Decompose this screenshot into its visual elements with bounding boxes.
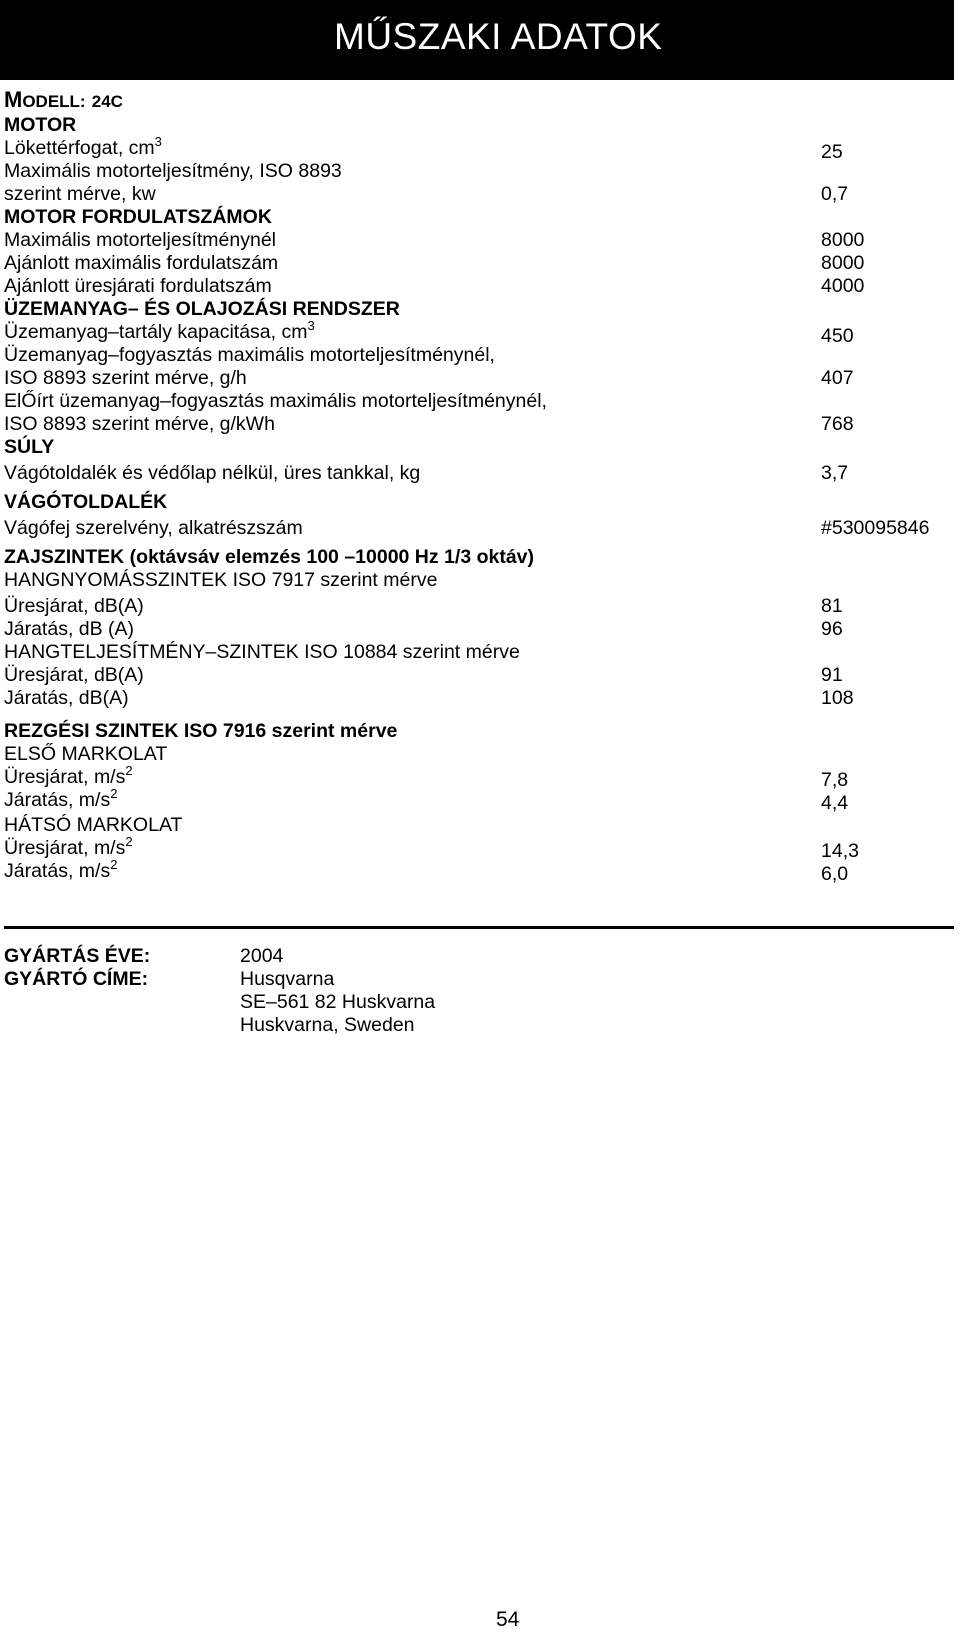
manufacturer-block <box>4 945 954 1037</box>
spec-label: Üzemanyag–fogyasztás maximális motorteljesítménynél, <box>4 344 495 366</box>
spec-value: #530095846 <box>821 517 930 539</box>
header-bar <box>0 0 954 80</box>
spec-row <box>4 514 954 540</box>
section-heading-motor <box>4 114 954 137</box>
section-heading-weight <box>4 436 954 459</box>
section-heading-noise <box>4 546 954 569</box>
section-heading: VÁGÓTOLDALÉK <box>4 491 168 513</box>
spec-row <box>4 390 954 413</box>
spec-label: Járatás, dB (A) <box>4 618 135 640</box>
spec-row <box>4 413 954 436</box>
spec-row <box>4 664 954 687</box>
model-label <box>4 88 123 113</box>
spec-label: szerint mérve, kw <box>4 183 156 205</box>
spec-row <box>4 275 954 298</box>
sub-heading <box>4 569 954 592</box>
spec-row <box>4 618 954 641</box>
section-heading-vibration <box>4 720 954 743</box>
sub-heading <box>4 743 954 766</box>
spec-label: Járatás, dB(A) <box>4 687 129 709</box>
manufacturer-address-label: GYÁRTÓ CÍME: <box>4 968 149 990</box>
spec-label: Üzemanyag–tartály kapacitása, $cm^3$ <box>4 318 315 343</box>
spec-value: 4,4 <box>821 792 849 814</box>
spec-label: Maximális motorteljesítménynél <box>4 229 277 251</box>
spec-label: Járatás, $m/s^2$ <box>4 786 118 811</box>
spec-row <box>4 459 954 485</box>
spec-label: Lökettérfogat, $cm^3$ <box>4 134 162 159</box>
section-heading: ZAJSZINTEK (oktávsáv elemzés 100 –10000 Hz 1/3 oktáv) <box>4 546 535 568</box>
spec-row <box>4 344 954 367</box>
spec-row <box>4 763 954 791</box>
spec-label: Üresjárat, $m/s^2$ <box>4 763 133 788</box>
spec-label: Maximális motorteljesítmény, ISO 8893 <box>4 160 342 182</box>
spec-row <box>4 183 954 206</box>
spec-label: ElŐírt üzemanyag–fogyasztás maximális motorteljesítménynél, <box>4 390 547 412</box>
section-heading-cutting <box>4 491 954 514</box>
model-label-initial: M <box>4 87 23 112</box>
manufacture-year-value: 2004 <box>240 945 284 967</box>
spec-label: Ajánlott maximális fordulatszám <box>4 252 279 274</box>
sub-heading <box>4 641 954 664</box>
manufacturer-address-line: SE–561 82 Huskvarna <box>240 991 436 1013</box>
spec-label: Vágófej szerelvény, alkatrészszám <box>4 517 303 539</box>
spec-value: 8000 <box>821 229 865 251</box>
spec-value: 25 <box>821 141 843 163</box>
sub-heading-label: ELSŐ MARKOLAT <box>4 743 168 765</box>
spec-value: 91 <box>821 664 843 686</box>
spec-value: 3,7 <box>821 462 849 484</box>
section-heading-speeds <box>4 206 954 229</box>
spec-row <box>4 318 954 347</box>
spec-label: Ajánlott üresjárati fordulatszám <box>4 275 272 297</box>
spec-row <box>4 252 954 275</box>
spec-value: 768 <box>821 413 854 435</box>
section-heading: REZGÉSI SZINTEK ISO 7916 szerint mérve <box>4 720 398 742</box>
section-heading-fuel <box>4 298 954 321</box>
spec-row <box>4 592 954 618</box>
section-heading: SÚLY <box>4 436 55 458</box>
spec-value: 0,7 <box>821 183 849 205</box>
section-heading: ÜZEMANYAG– ÉS OLAJOZÁSI RENDSZER <box>4 298 400 320</box>
model-row <box>4 88 954 114</box>
page-title: MŰSZAKI ADATOK <box>334 16 663 57</box>
spec-row <box>4 229 954 252</box>
spec-content <box>4 88 954 883</box>
sub-heading-label: HANGNYOMÁSSZINTEK ISO 7917 szerint mérve <box>4 569 438 591</box>
spec-label: Járatás, $m/s^2$ <box>4 857 118 882</box>
spec-row <box>4 367 954 390</box>
sub-heading-label: HANGTELJESÍTMÉNY–SZINTEK ISO 10884 szerint mérve <box>4 641 520 663</box>
spec-label: Üresjárat, dB(A) <box>4 664 144 686</box>
spec-label: ISO 8893 szerint mérve, g/kWh <box>4 413 275 435</box>
spec-row <box>4 857 954 885</box>
model-value: 24C <box>91 92 123 111</box>
spec-row <box>4 134 954 163</box>
spec-value: 6,0 <box>821 863 849 885</box>
manufacturer-address-line: Huskvarna, Sweden <box>240 1014 415 1036</box>
spec-value: 450 <box>821 325 854 347</box>
sub-heading <box>4 812 954 837</box>
spec-label: ISO 8893 szerint mérve, g/h <box>4 367 247 389</box>
section-heading: MOTOR FORDULATSZÁMOK <box>4 206 272 228</box>
section-divider <box>4 926 954 929</box>
sub-heading-label: HÁTSÓ MARKOLAT <box>4 814 183 836</box>
section-heading: MOTOR <box>4 114 77 136</box>
spec-value: 108 <box>821 687 854 709</box>
manufacture-year-row <box>4 945 954 968</box>
spec-value: 14,3 <box>821 840 859 862</box>
spec-value: 7,8 <box>821 769 849 791</box>
manufacturer-address-row <box>4 1014 954 1037</box>
manufacture-year-label: GYÁRTÁS ÉVE: <box>4 945 151 967</box>
manufacturer-address-row <box>4 968 954 991</box>
spec-value: 4000 <box>821 275 865 297</box>
spec-row <box>4 834 954 862</box>
spec-value: 407 <box>821 367 854 389</box>
model-label-rest: ODELL: <box>22 92 86 111</box>
spec-value: 81 <box>821 595 843 617</box>
spec-label: Üresjárat, dB(A) <box>4 595 144 617</box>
page-number: 54 <box>496 1608 520 1631</box>
manufacturer-address-row <box>4 991 954 1014</box>
spec-label: Üresjárat, $m/s^2$ <box>4 834 133 859</box>
spec-row <box>4 160 954 183</box>
spec-row <box>4 786 954 814</box>
spec-value: 8000 <box>821 252 865 274</box>
spec-row <box>4 687 954 710</box>
spec-value: 96 <box>821 618 843 640</box>
spec-label: Vágótoldalék és védőlap nélkül, üres tankkal, kg <box>4 462 421 484</box>
manufacturer-address-line: Husqvarna <box>240 968 335 990</box>
